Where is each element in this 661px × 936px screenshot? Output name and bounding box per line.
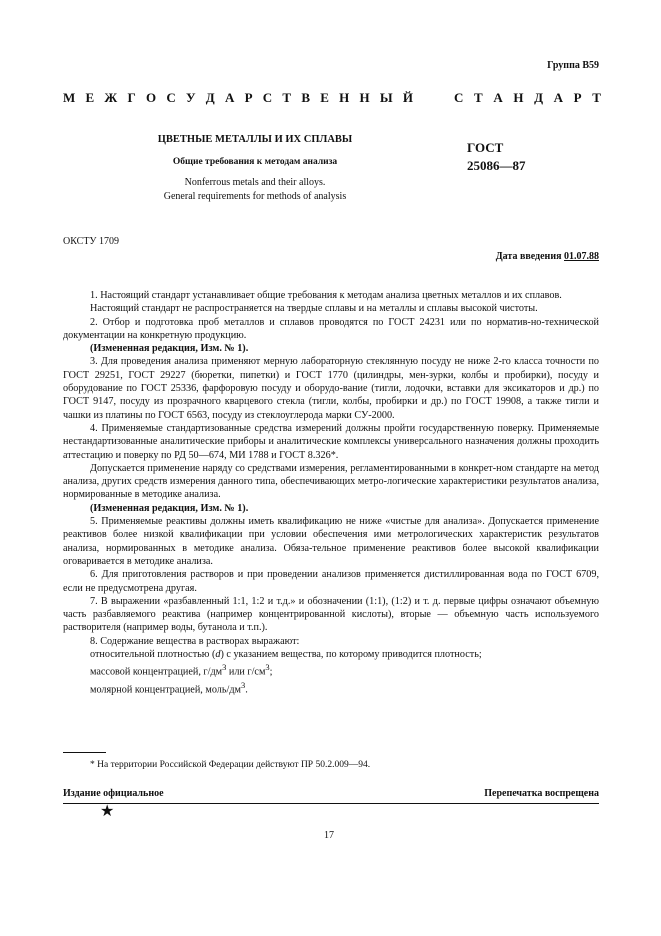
reprint-prohibited: Перепечатка воспрещена	[484, 788, 599, 799]
banner-letter: Д	[205, 90, 215, 105]
superscript: 3	[265, 662, 270, 673]
banner-letter: С	[166, 90, 176, 105]
paragraph: Допускается применение наряду со средствами измерения, регламентированными в конкрет-ном стандарте на метод анализа, других средств измерения данного типа, обеспечивающих метро-логические характеристики результатов анализа, нормированные в методике анализа.	[63, 462, 599, 501]
okstu-code: ОКСТУ 1709	[63, 236, 120, 247]
banner-letter: Н	[513, 90, 524, 105]
paragraph: 8. Содержание вещества в растворах выражают:	[90, 635, 300, 647]
title-main: ЦВЕТНЫЕ МЕТАЛЛЫ И ИХ СПЛАВЫ	[157, 134, 353, 145]
banner-letter: Т	[282, 90, 292, 105]
effective-date-value: 01.07.88	[564, 251, 599, 262]
banner-letter: Н	[359, 90, 370, 105]
banner-letter: А	[493, 90, 503, 105]
footer-rule	[63, 803, 599, 804]
group-code: Группа В59	[547, 60, 599, 71]
amendment-note: (Измененная редакция, Изм. № 1).	[90, 343, 249, 355]
banner-letter: Е	[320, 90, 329, 105]
banner-letter: Т	[474, 90, 483, 105]
item8-text: относительной плотностью (	[90, 649, 216, 661]
footnote-separator	[63, 752, 106, 753]
banner-letter: Р	[244, 90, 253, 105]
banner-letter: Г	[127, 90, 136, 105]
official-edition: Издание официальное	[63, 788, 164, 799]
banner-letter: Е	[85, 90, 95, 105]
title-english-line1: Nonferrous metals and their alloys.	[184, 177, 326, 188]
banner-letter: С	[454, 90, 464, 105]
banner-letter: А	[553, 90, 564, 105]
item8-text: или г/см	[226, 666, 266, 678]
page-number: 17	[324, 830, 334, 841]
banner-letter: Д	[534, 90, 544, 105]
item8-line: молярной концентрацией, моль/$дм^3$.	[90, 680, 248, 696]
paragraph: Настоящий стандарт не распространяется на твердые сплавы и на металлы и сплавы высокой чистоты.	[90, 303, 538, 315]
item8-text: массовой концентрацией, г/дм	[90, 666, 223, 678]
item8-line: массовой концентрацией, $г/дм^3$ или $г/см^3$;	[90, 662, 273, 678]
title-english	[125, 176, 385, 204]
banner-word-interstate	[63, 90, 413, 106]
gost-number: 25086—87	[467, 158, 526, 173]
gost-designation	[467, 139, 526, 175]
superscript: 3	[240, 680, 246, 690]
banner-letter: У	[186, 90, 196, 105]
banner-word-standard	[454, 90, 601, 106]
banner-letter: Т	[592, 90, 601, 105]
banner-letter: Ы	[379, 90, 393, 105]
banner-letter: О	[146, 90, 157, 105]
gost-label: ГОСТ	[467, 140, 504, 155]
banner-letter: М	[63, 90, 76, 105]
paragraph: 3. Для проведения анализа применяют мерную лабораторную стеклянную посуду не ниже 2-го класса точности по ГОСТ 29251, ГОСТ 29227 (бюретки, пипетки) и ГОСТ 1770 (цилиндры, мен-зурки, колбы и пробирки), посуду и оборудование по ГОСТ 25336, фарфоровую посуду и оборудо-вание (тигли, лодочки, вставки для эксикаторов и др.) по ГОСТ 9147, посуду из прозрачного кварцевого стекла (тигли, колбы, пробирки и др.) по ГОСТ 19908, а также тигли и чашки из платины по ГОСТ 6563, посуду из стеклоуглерода марки СУ-2000.	[63, 356, 599, 421]
paragraph: 1. Настоящий стандарт устанавливает общие требования к методам анализа цветных металлов и их сплавов.	[90, 290, 562, 301]
paragraph: 2. Отбор и подготовка проб металлов и сплавов проводятся по ГОСТ 24231 или по норматив-но-технической документации на конкретную продукцию.	[63, 316, 599, 341]
paragraph: 5. Применяемые реактивы должны иметь квалификацию не ниже «чистые для анализа». Допускается применение реактивов более низкой квалификации при условии обеспечения ими метрологических характеристик результатов анализа, нормированных в методике анализа. Обяза-тельное применение реактивов более высокой квалификации оговаривается в методике анализа.	[63, 516, 599, 567]
title-english-line2: General requirements for methods of analysis	[163, 191, 347, 202]
density-symbol: d	[215, 649, 221, 661]
banner-letter: А	[224, 90, 235, 105]
interstate-standard-banner	[63, 90, 601, 106]
item8-text: ) с указанием вещества, по которому приводится плотность;	[220, 649, 482, 661]
title-subtitle: Общие требования к методам анализа	[172, 157, 338, 167]
banner-letter: В	[301, 90, 310, 105]
banner-letter: Н	[339, 90, 350, 105]
star-icon: ★	[100, 803, 115, 820]
paragraph: 7. В выражении «разбавленный 1:1, 1:2 и т.д.» и обозначении (1:1), (1:2) и т. д. первые цифры означают объемную часть разбавляемого реактива (например концентрированной кислоты), вторые — объемную часть используемого растворителя (например воды, бутанола и т.п.).	[63, 595, 599, 634]
banner-letter: Р	[573, 90, 582, 105]
superscript: 3	[222, 662, 227, 673]
footnote: * На территории Российской Федерации действуют ПР 50.2.009—94.	[90, 760, 371, 770]
item8-text: молярной концентрацией, моль/дм	[90, 684, 241, 696]
banner-letter: С	[262, 90, 273, 105]
item8-line	[63, 648, 599, 661]
banner-letter: Ж	[104, 90, 118, 105]
paragraph: 6. Для приготовления растворов и при проведении анализов применяется дистиллированная вода по ГОСТ 6709, если не предусмотрена другая.	[63, 569, 599, 594]
title-block	[125, 134, 385, 204]
effective-date-label: Дата введения	[495, 251, 564, 262]
banner-letter: Й	[402, 90, 413, 105]
body-text	[63, 289, 599, 697]
effective-date	[496, 251, 599, 262]
paragraph: 4. Применяемые стандартизованные средства измерений должны пройти государственную поверку. Применяемые нестандартизованные аналитические приборы и аналитические комплексы универсального назначения должны проходить аттестацию и поверку по РД 50—674, МИ 1788 и ГОСТ 8.326*.	[63, 422, 599, 461]
amendment-note: (Измененная редакция, Изм. № 1).	[90, 502, 249, 514]
